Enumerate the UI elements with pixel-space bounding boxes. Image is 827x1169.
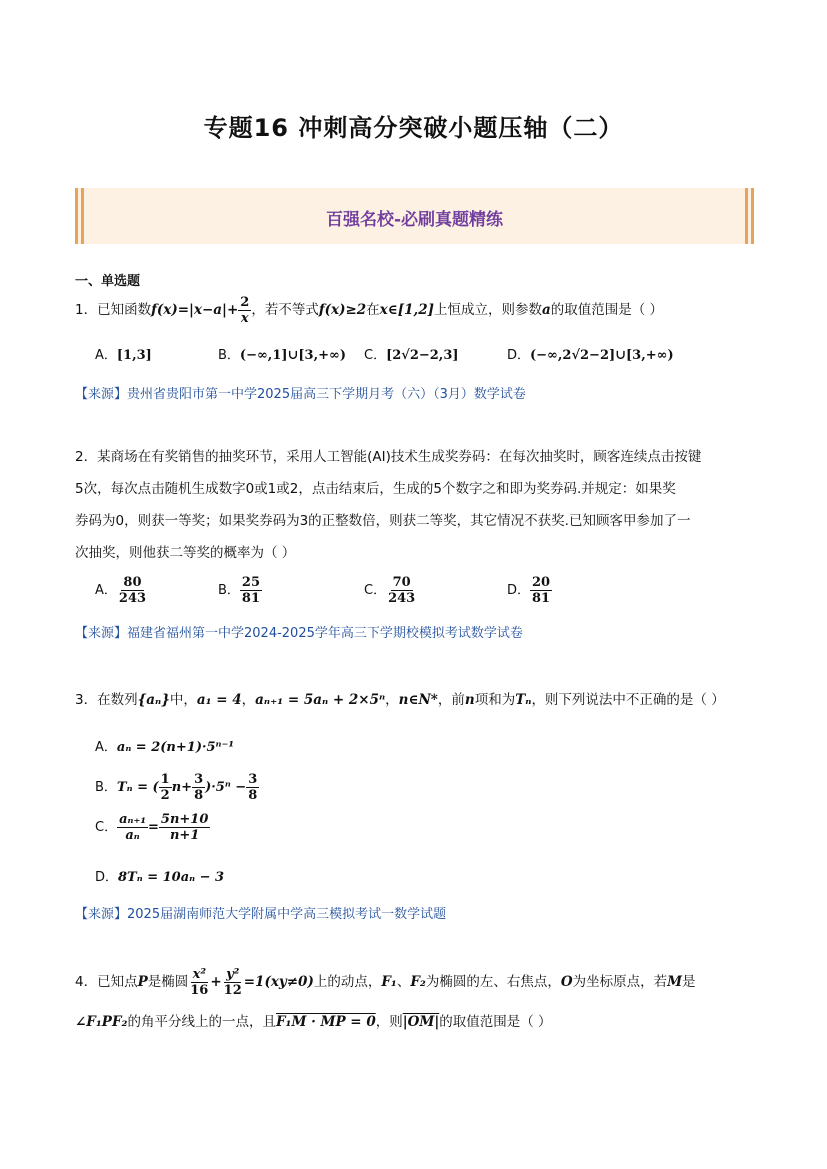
q1-option-d-value: (−∞,2√2−2]∪[3,+∞) bbox=[530, 348, 674, 363]
q3-b-frac3-num: 3 bbox=[248, 772, 258, 787]
q1-text-a: 1．已知函数 bbox=[75, 302, 152, 318]
q3-option-a[interactable] bbox=[95, 736, 234, 755]
q1-option-a-label: A． bbox=[95, 348, 117, 363]
q2-line-2: 5次，每次点击随机生成数字0或1或2，点击结束后，生成的5个数字之和即为奖券码.并规定：如果奖 bbox=[75, 481, 676, 497]
question-2-stem bbox=[75, 441, 765, 569]
q4-origin: O bbox=[560, 974, 573, 990]
q1-frac-num: 2 bbox=[240, 294, 250, 310]
page-title: 专题16 冲刺高分突破小题压轴（二） bbox=[203, 114, 624, 142]
q3-c-right-den: n+1 bbox=[169, 828, 200, 843]
section-banner bbox=[75, 188, 754, 244]
q2-option-c-den: 243 bbox=[388, 591, 416, 606]
q4-text-f: 为坐标原点，若 bbox=[572, 974, 668, 990]
q1-param: a bbox=[541, 302, 551, 318]
question-4-stem bbox=[75, 962, 765, 1042]
q1-domain: x∈[1,2] bbox=[379, 302, 434, 318]
q2-option-d[interactable] bbox=[507, 575, 552, 606]
q4-text-a: 4．已知点 bbox=[75, 974, 138, 990]
q1-option-d[interactable] bbox=[507, 344, 674, 363]
q1-inequality: f(x)≥2 bbox=[318, 302, 367, 318]
q4-dot-product: F₁M · MP = 0 bbox=[275, 1014, 376, 1030]
q4-text-j: 的取值范围是（ ） bbox=[439, 1014, 552, 1030]
q3-option-a-value: aₙ = 2(n+1)·5ⁿ⁻¹ bbox=[116, 740, 235, 755]
q2-option-c-num: 70 bbox=[392, 575, 411, 590]
q2-option-d-den: 81 bbox=[532, 591, 551, 606]
q4-text-h: 的角平分线上的一点，且 bbox=[127, 1014, 276, 1030]
q3-text-e: ，前 bbox=[437, 692, 465, 708]
q4-text-c: 上的动点， bbox=[313, 974, 382, 990]
q4-ellipse-plus: + bbox=[210, 974, 222, 990]
q4-text-g: 是 bbox=[682, 974, 696, 990]
q3-b-frac2-den: 8 bbox=[194, 788, 204, 803]
q4-ellipse-den2: 12 bbox=[223, 982, 242, 998]
q3-text-f: 项和为 bbox=[474, 692, 516, 708]
q3-text-c: ， bbox=[241, 692, 256, 708]
q4-om: |OM| bbox=[402, 1014, 440, 1030]
q4-line-2 bbox=[75, 1002, 765, 1042]
q3-b-frac1-den: 2 bbox=[160, 788, 170, 803]
q4-text-e: 为椭圆的左、右焦点， bbox=[425, 974, 561, 990]
q3-b-frac3-den: 8 bbox=[248, 788, 258, 803]
q3-text-g: ，则下列说法中不正确的是（ ） bbox=[531, 692, 725, 708]
q3-text-d: ， bbox=[385, 692, 399, 708]
q3-text-a: 3．在数列 bbox=[75, 692, 138, 708]
q4-f1: F₁ bbox=[381, 974, 397, 990]
q4-text-i: ，则 bbox=[375, 1014, 403, 1030]
q3-nset: n∈N* bbox=[398, 692, 438, 708]
q2-line-4: 次抽奖，则他获二等奖的概率为（ ） bbox=[75, 545, 296, 561]
q2-option-b-label: B． bbox=[218, 583, 240, 598]
q3-option-a-label: A． bbox=[95, 740, 117, 755]
q3-n: n bbox=[464, 692, 475, 708]
q3-option-d[interactable] bbox=[95, 866, 224, 885]
q3-option-c-label: C． bbox=[95, 820, 118, 835]
q1-frac-den: x bbox=[240, 310, 249, 326]
q4-ellipse-den1: 16 bbox=[190, 982, 209, 998]
q3-c-left-den: aₙ bbox=[125, 828, 140, 843]
q3-text-b: 中， bbox=[169, 692, 197, 708]
q2-line-1: 2．某商场在有奖销售的抽奖环节，采用人工智能(AI)技术生成奖券码：在每次抽奖时，顾客连续点击按键 bbox=[75, 449, 702, 465]
q4-angle: ∠F₁PF₂ bbox=[75, 1014, 128, 1030]
q4-text-b: 是椭圆 bbox=[147, 974, 189, 990]
q3-option-d-label: D． bbox=[95, 870, 119, 885]
q1-option-c-label: C． bbox=[364, 348, 387, 363]
q1-function: f(x)=|x−a|+ bbox=[151, 302, 239, 318]
q2-option-d-num: 20 bbox=[532, 575, 551, 590]
q4-line-1 bbox=[75, 962, 765, 1002]
q1-source: 【来源】贵州省贵阳市第一中学2025届高三下学期月考（六）（3月）数学试卷 bbox=[75, 387, 526, 402]
q4-point-m: M bbox=[667, 974, 683, 990]
question-3-stem bbox=[75, 684, 765, 716]
q3-option-b-label: B． bbox=[95, 780, 117, 795]
q1-fraction bbox=[238, 295, 251, 326]
q4-ellipse-num2: y² bbox=[226, 966, 240, 982]
q3-option-b-part-b: n+ bbox=[171, 780, 193, 795]
section-heading: 一、单选题 bbox=[75, 274, 141, 289]
q3-option-b[interactable] bbox=[95, 772, 259, 803]
q4-text-d: 、 bbox=[396, 974, 411, 990]
q1-option-a[interactable] bbox=[95, 344, 152, 363]
q2-option-a-label: A． bbox=[95, 583, 117, 598]
q2-option-b-num: 25 bbox=[241, 575, 261, 590]
q3-sequence: {aₙ} bbox=[137, 692, 170, 708]
q1-option-b[interactable] bbox=[218, 344, 346, 363]
q1-option-b-value: (−∞,1]∪[3,+∞) bbox=[239, 348, 347, 363]
q3-b-frac1-num: 1 bbox=[160, 772, 170, 787]
q2-option-a-den: 243 bbox=[118, 591, 147, 606]
q4-ellipse-num1: x² bbox=[192, 966, 207, 982]
q3-c-left-num: aₙ₊₁ bbox=[119, 812, 147, 827]
q3-option-c[interactable] bbox=[95, 812, 210, 843]
q3-option-b-part-a: Tₙ = ( bbox=[116, 780, 159, 795]
q4-ellipse-rest: =1(xy≠0) bbox=[243, 974, 314, 990]
q1-text-b: ，若不等式 bbox=[251, 302, 319, 318]
q3-c-equals: = bbox=[148, 820, 159, 835]
q3-a1: a₁ = 4 bbox=[196, 692, 242, 708]
banner-text: 百强名校-必刷真题精练 bbox=[325, 210, 504, 230]
q2-option-c-label: C． bbox=[364, 583, 387, 598]
q1-text-d: 上恒成立，则参数 bbox=[433, 302, 542, 318]
q3-b-frac2-num: 3 bbox=[194, 772, 204, 787]
q3-c-right-num: 5n+10 bbox=[160, 812, 209, 827]
q2-option-b-den: 81 bbox=[241, 591, 261, 606]
q1-text-e: 的取值范围是（ ） bbox=[550, 302, 664, 318]
q1-text-c: 在 bbox=[366, 302, 380, 318]
q3-tn: Tₙ bbox=[515, 692, 532, 708]
q3-source: 【来源】2025届湖南师范大学附属中学高三模拟考试一数学试题 bbox=[75, 907, 447, 922]
q3-recurrence: aₙ₊₁ = 5aₙ + 2×5ⁿ bbox=[255, 692, 386, 708]
q3-option-d-value: 8Tₙ = 10aₙ − 3 bbox=[118, 870, 225, 885]
q2-option-a[interactable] bbox=[95, 575, 148, 606]
q1-option-d-label: D． bbox=[507, 348, 531, 363]
q1-option-b-label: B． bbox=[218, 348, 240, 363]
q1-option-a-value: [1,3] bbox=[116, 348, 152, 363]
q1-option-c[interactable] bbox=[364, 344, 459, 363]
q2-source: 【来源】福建省福州第一中学2024-2025学年高三下学期校模拟考试数学试卷 bbox=[75, 626, 523, 641]
q4-point-p: P bbox=[137, 974, 148, 990]
q2-option-b[interactable] bbox=[218, 575, 262, 606]
q3-option-b-part-c: )·5ⁿ − bbox=[205, 780, 247, 795]
q2-option-a-num: 80 bbox=[123, 575, 142, 590]
q4-f2: F₂ bbox=[410, 974, 426, 990]
question-1-stem bbox=[75, 294, 765, 326]
q1-option-c-value: [2√2−2,3] bbox=[386, 348, 459, 363]
q2-option-d-label: D． bbox=[507, 583, 531, 598]
q2-line-3: 券码为0，则获一等奖；如果奖券码为3的正整数倍，则获二等奖，其它情况不获奖.已知顾客甲参加了一 bbox=[75, 513, 691, 529]
q2-option-c[interactable] bbox=[364, 575, 417, 606]
